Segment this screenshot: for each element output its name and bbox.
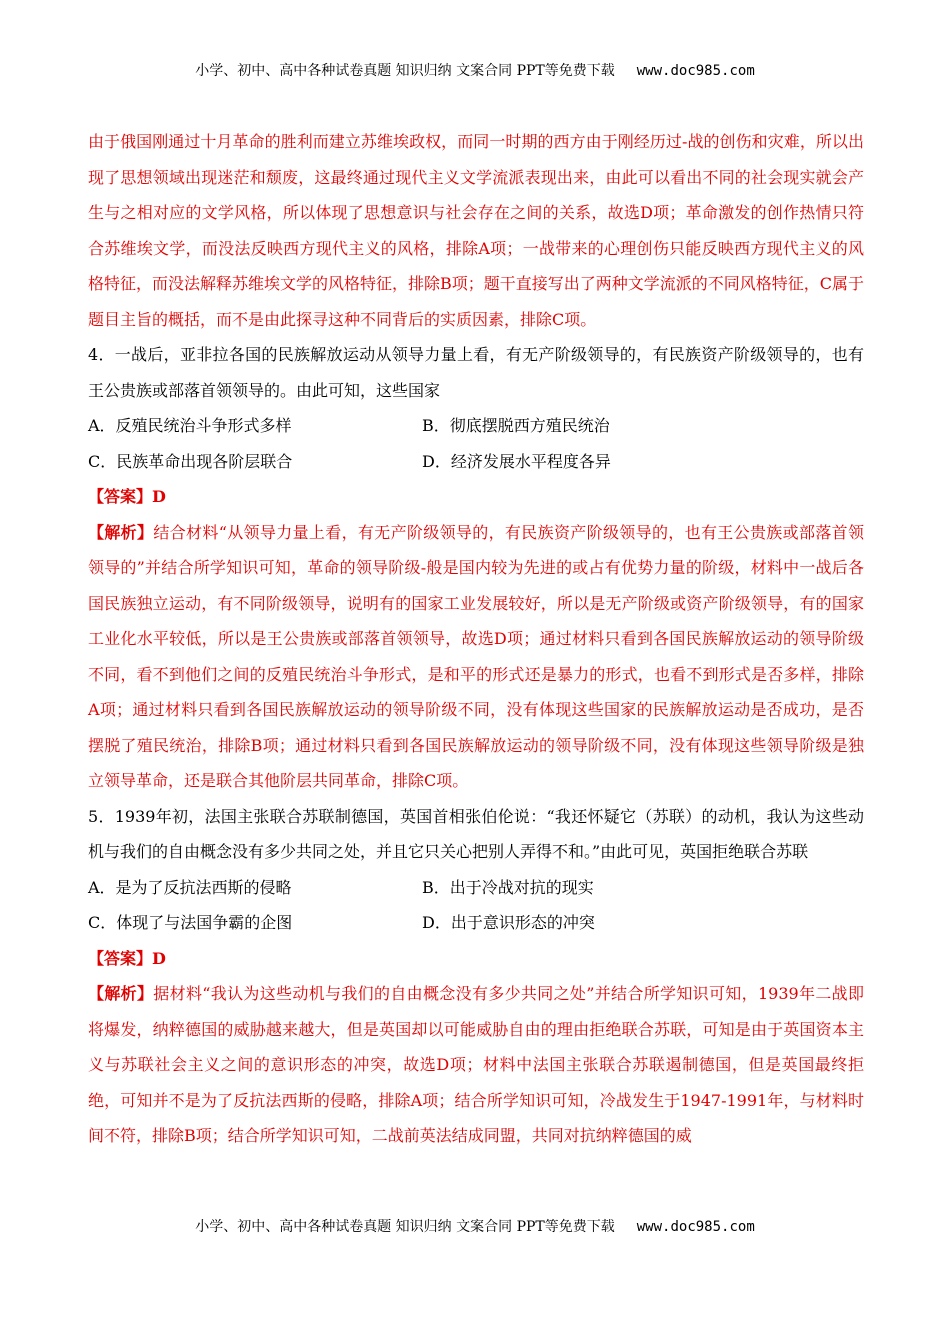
- footer-url[interactable]: www.doc985.com: [636, 1219, 755, 1235]
- q5-option-c: C．体现了与法国争霸的企图: [88, 913, 293, 932]
- q5-analysis-tag: 【解析】: [88, 984, 154, 1003]
- q5-option-b: B．出于冷战对抗的现实: [422, 877, 594, 897]
- q3-explanation-continued: 由于俄国刚通过十月革命的胜利而建立苏维埃政权，而同一时期的西方由于刚经历过-战的创伤和灾难，所以出现了思想领域出现迷茫和颓废，这最终通过现代主义文学流派表现出来，由此可以看出不同的社会现实就会产生与之相对应的文学风格，所以体现了思想意识与社会存在之间的关系，故选D项；革命激发的创作热情只符合苏维埃文学，而没法反映西方现代主义的风格，排除A项；一战带来的心理创伤只能反映西方现代主义的风格特征，而没法解释苏维埃文学的风格特征，排除B项；题干直接写出了两种文学流派的不同风格特征，C属于题目主旨的概括，而不是由此探寻这种不同背后的实质因素，排除C项。: [88, 132, 865, 329]
- q4-option-b: B．彻底摆脱西方殖民统治: [422, 416, 610, 435]
- q5-analysis-text: 据材料“我认为这些动机与我们的自由概念没有多少共同之处”并结合所学知识可知，1939年二战即将爆发，纳粹德国的威胁越来越大，但是英国却以可能威胁自由的理由拒绝联合苏联，可知是由于英国资本主义与苏联社会主义之间的意识形态的冲突，故选D项；材料中法国主张联合苏联遏制德国，但是英国最终拒绝，可知并不是为了反抗法西斯的侵略，排除A项；结合所学知识可知，冷战发生于1947-1991年，与材料时间不符，排除B项；结合所学知识可知，二战前英法结成同盟，共同对抗纳粹德国的威: [88, 984, 864, 1145]
- q5-answer: [88, 941, 864, 977]
- q4-answer-value: D: [152, 487, 166, 506]
- header-text: 小学、初中、高中各种试卷真题 知识归纳 文案合同 PPT等免费下载: [195, 63, 615, 79]
- q5-option-a: A．是为了反抗法西斯的侵略: [88, 877, 292, 897]
- q4-analysis-tag: 【解析】: [88, 522, 154, 542]
- header-url[interactable]: www.doc985.com: [636, 63, 755, 79]
- q5-analysis: [88, 976, 864, 1154]
- page-footer: [0, 1216, 950, 1236]
- q5-options: [88, 870, 864, 941]
- q4-answer: [88, 479, 864, 515]
- q4-options: [88, 408, 864, 479]
- q4-option-c: C．民族革命出现各阶层联合: [88, 451, 293, 471]
- q4-option-d: D．经济发展水平程度各异: [422, 451, 611, 471]
- page-header: [0, 60, 950, 80]
- q5-answer-tag: 【答案】: [88, 948, 153, 968]
- q5-answer-value: D: [152, 948, 166, 968]
- q5-stem: 5．1939年初，法国主张联合苏联制德国，英国首相张伯伦说：“我还怀疑它（苏联）的动机，我认为这些动机与我们的自由概念没有多少共同之处，并且它只关心把别人弄得不和。”由此可见，英国拒绝联合苏联: [88, 806, 864, 861]
- document-body: [88, 124, 864, 1154]
- q5-option-d: D．出于意识形态的冲突: [422, 913, 595, 932]
- q4-option-a: A．反殖民统治斗争形式多样: [88, 416, 292, 435]
- footer-text: 小学、初中、高中各种试卷真题 知识归纳 文案合同 PPT等免费下载: [195, 1219, 615, 1235]
- q4-stem: 4．一战后，亚非拉各国的民族解放运动从领导力量上看，有无产阶级领导的，有民族资产阶级领导的，也有王公贵族或部落首领领导的。由此可知，这些国家: [88, 345, 864, 400]
- q4-answer-tag: 【答案】: [88, 487, 153, 506]
- q4-analysis-text: 结合材料“从领导力量上看，有无产阶级领导的，有民族资产阶级领导的，也有王公贵族或部落首领领导的”并结合所学知识可知，革命的领导阶级-般是国内较为先进的或占有优势力量的阶级，材料中一战后各国民族独立运动，有不同阶级领导，说明有的国家工业发展较好，所以是无产阶级或资产阶级领导，有的国家工业化水平较低，所以是王公贵族或部落首领领导，故选D项；通过材料只看到各国民族解放运动的领导阶级不同，看不到他们之间的反殖民统治斗争形式，是和平的形式还是暴力的形式，也看不到形式是否多样，排除A项；通过材料只看到各国民族解放运动的领导阶级不同，没有体现这些国家的民族解放运动是否成功，是否摆脱了殖民统治，排除B项；通过材料只看到各国民族解放运动的领导阶级不同，没有体现这些领导阶级是独立领导革命，还是联合其他阶层共同革命，排除C项。: [88, 522, 864, 790]
- q4-analysis: [88, 515, 864, 799]
